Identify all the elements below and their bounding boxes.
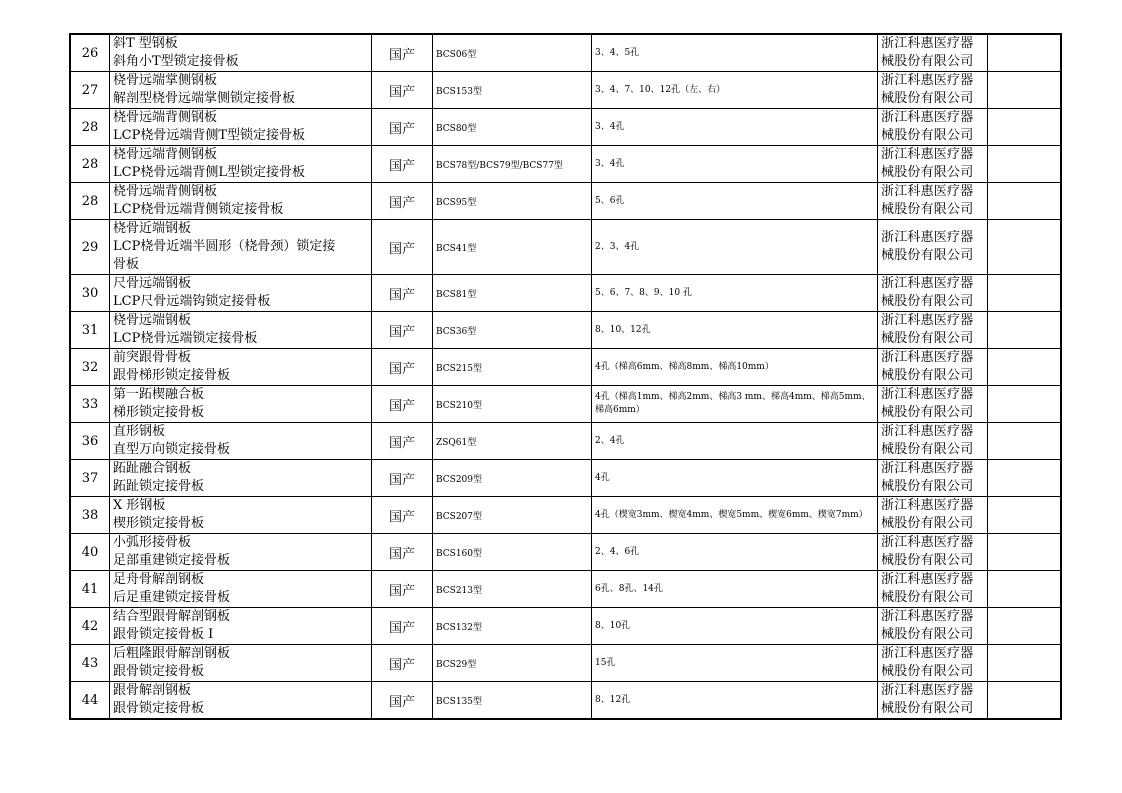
model: BCS132型 [436, 622, 483, 633]
blank-cell [988, 275, 1061, 312]
spec: 3、4、7、10、12孔（左、右） [595, 84, 726, 95]
product-name: 桡骨远端背侧钢板 [113, 184, 218, 199]
product-name-cell [110, 275, 372, 312]
product-name-cell [110, 146, 372, 183]
product-table [70, 34, 1061, 719]
spec-cell [592, 423, 878, 460]
product-name-cell [110, 497, 372, 534]
origin: 国产 [388, 361, 415, 377]
table-row [71, 645, 1061, 682]
model: BCS06型 [436, 49, 477, 60]
manufacturer-cell [878, 35, 988, 72]
spec-cell [592, 497, 878, 534]
product-name-cell [110, 72, 372, 109]
row-number-cell [71, 460, 110, 497]
spec-cell [592, 220, 878, 275]
manufacturer-line-1: 浙江科惠医疗器 [881, 387, 974, 402]
manufacturer-line-1: 浙江科惠医疗器 [881, 73, 974, 88]
manufacturer-cell [878, 571, 988, 608]
table-body [71, 35, 1061, 719]
manufacturer-line-1: 浙江科惠医疗器 [881, 350, 974, 365]
spec: 8、10、12孔 [595, 324, 651, 335]
product-name-cell [110, 423, 372, 460]
product-registered-name: LCP桡骨远端背侧T型锁定接骨板 [113, 128, 305, 143]
product-registered-name: 后足重建锁定接骨板 [113, 590, 231, 605]
blank-cell [988, 386, 1061, 423]
manufacturer-line-1: 浙江科惠医疗器 [881, 110, 974, 125]
spec-cell [592, 275, 878, 312]
model-cell [433, 312, 592, 349]
spec-cell [592, 460, 878, 497]
model: BCS80型 [436, 123, 477, 134]
product-registered-name: 跟骨锁定接骨板 [113, 664, 205, 679]
row-number-cell [71, 109, 110, 146]
product-name: 结合型跟骨解剖钢板 [113, 609, 231, 624]
product-name: 前突跟骨骨板 [113, 350, 192, 365]
product-name-cell [110, 312, 372, 349]
origin: 国产 [388, 398, 415, 414]
model-cell [433, 645, 592, 682]
manufacturer-cell [878, 608, 988, 645]
manufacturer-line-2: 械股份有限公司 [881, 405, 974, 420]
manufacturer-line-1: 浙江科惠医疗器 [881, 498, 974, 513]
manufacturer-line-2: 械股份有限公司 [881, 202, 974, 217]
row-number-cell [71, 682, 110, 719]
blank-cell [988, 35, 1061, 72]
product-name: 跟骨解剖钢板 [113, 683, 192, 698]
row-number-cell [71, 35, 110, 72]
product-registered-name: LCP桡骨远端背侧锁定接骨板 [113, 202, 284, 217]
manufacturer-line-2: 械股份有限公司 [881, 54, 974, 69]
row-number: 40 [81, 544, 99, 560]
row-number-cell [71, 423, 110, 460]
origin-cell [372, 571, 433, 608]
manufacturer-cell [878, 682, 988, 719]
manufacturer-line-2: 械股份有限公司 [881, 664, 974, 679]
product-registered-name: 解剖型桡骨远端掌侧锁定接骨板 [113, 91, 296, 106]
manufacturer-line-1: 浙江科惠医疗器 [881, 230, 974, 245]
origin-cell [372, 497, 433, 534]
origin-cell [372, 220, 433, 275]
origin: 国产 [388, 324, 415, 340]
manufacturer-line-1: 浙江科惠医疗器 [881, 147, 974, 162]
origin-cell [372, 109, 433, 146]
table-row [71, 146, 1061, 183]
model-cell [433, 460, 592, 497]
origin-cell [372, 312, 433, 349]
product-registered-name-cont: 骨板 [113, 257, 140, 272]
manufacturer-line-1: 浙江科惠医疗器 [881, 535, 974, 550]
spec: 6孔、8孔、14孔 [595, 583, 663, 594]
spec-cell [592, 183, 878, 220]
manufacturer-line-1: 浙江科惠医疗器 [881, 461, 974, 476]
manufacturer-cell [878, 534, 988, 571]
model: BCS210型 [436, 400, 483, 411]
model-cell [433, 423, 592, 460]
product-name-cell [110, 534, 372, 571]
row-number-cell [71, 146, 110, 183]
manufacturer-cell [878, 72, 988, 109]
manufacturer-line-2: 械股份有限公司 [881, 442, 974, 457]
table-row [71, 608, 1061, 645]
spec: 8、10孔 [595, 620, 631, 631]
product-name: X 形钢板 [113, 498, 166, 513]
origin: 国产 [388, 546, 415, 562]
model: BCS213型 [436, 585, 483, 596]
product-name-cell [110, 460, 372, 497]
row-number: 31 [81, 322, 99, 338]
manufacturer-cell [878, 109, 988, 146]
spec: 5、6孔 [595, 195, 625, 206]
manufacturer-cell [878, 146, 988, 183]
origin: 国产 [388, 435, 415, 451]
blank-cell [988, 146, 1061, 183]
model-cell [433, 146, 592, 183]
product-name-cell [110, 220, 372, 275]
product-registered-name: LCP尺骨远端钩锁定接骨板 [113, 294, 271, 309]
product-name-cell [110, 183, 372, 220]
manufacturer-line-2: 械股份有限公司 [881, 165, 974, 180]
manufacturer-cell [878, 312, 988, 349]
manufacturer-line-2: 械股份有限公司 [881, 516, 974, 531]
product-registered-name: 跟骨锁定接骨板 [113, 701, 205, 716]
model: ZSQ61型 [436, 437, 477, 448]
model: BCS160型 [436, 548, 483, 559]
product-name: 桡骨近端钢板 [113, 221, 192, 236]
spec-cell [592, 312, 878, 349]
product-name-cell [110, 608, 372, 645]
spec-cell [592, 608, 878, 645]
manufacturer-line-1: 浙江科惠医疗器 [881, 609, 974, 624]
manufacturer-line-1: 浙江科惠医疗器 [881, 184, 974, 199]
origin: 国产 [388, 47, 415, 63]
blank-cell [988, 460, 1061, 497]
product-registered-name: 直型万向锁定接骨板 [113, 442, 231, 457]
origin: 国产 [388, 657, 415, 673]
model-cell [433, 386, 592, 423]
table-row [71, 497, 1061, 534]
spec: 3、4孔 [595, 121, 625, 132]
manufacturer-line-2: 械股份有限公司 [881, 248, 974, 263]
manufacturer-line-2: 械股份有限公司 [881, 627, 974, 642]
model: BCS78型/BCS79型/BCS77型 [436, 160, 563, 171]
table-row [71, 460, 1061, 497]
model: BCS41型 [436, 243, 477, 254]
product-registered-name: 跟骨梯形锁定接骨板 [113, 368, 231, 383]
row-number: 42 [81, 618, 99, 634]
model: BCS81型 [436, 289, 477, 300]
manufacturer-cell [878, 386, 988, 423]
origin-cell [372, 608, 433, 645]
spec-cell [592, 571, 878, 608]
model-cell [433, 109, 592, 146]
origin-cell [372, 183, 433, 220]
model: BCS153型 [436, 86, 483, 97]
product-registered-name: LCP桡骨远端锁定接骨板 [113, 331, 258, 346]
spec: 2、3、4孔 [595, 241, 640, 252]
model: BCS95型 [436, 197, 477, 208]
origin: 国产 [388, 620, 415, 636]
origin-cell [372, 349, 433, 386]
model-cell [433, 534, 592, 571]
product-name: 后粗隆跟骨解剖钢板 [113, 646, 231, 661]
product-name: 桡骨远端掌侧钢板 [113, 73, 218, 88]
blank-cell [988, 220, 1061, 275]
spec-cell [592, 146, 878, 183]
spec-cell [592, 349, 878, 386]
origin: 国产 [388, 509, 415, 525]
origin: 国产 [388, 195, 415, 211]
spec-cell [592, 645, 878, 682]
model-cell [433, 497, 592, 534]
product-name: 第一跖楔融合板 [113, 387, 205, 402]
blank-cell [988, 497, 1061, 534]
spec-cell [592, 534, 878, 571]
manufacturer-line-2: 械股份有限公司 [881, 479, 974, 494]
blank-cell [988, 72, 1061, 109]
row-number: 29 [81, 239, 99, 255]
row-number: 28 [81, 119, 99, 135]
spec: 3、4孔 [595, 158, 625, 169]
manufacturer-cell [878, 220, 988, 275]
row-number: 33 [81, 396, 99, 412]
table-row [71, 109, 1061, 146]
table-row [71, 312, 1061, 349]
origin-cell [372, 682, 433, 719]
spec-cell [592, 72, 878, 109]
blank-cell [988, 571, 1061, 608]
product-registered-name: 足部重建锁定接骨板 [113, 553, 231, 568]
manufacturer-line-1: 浙江科惠医疗器 [881, 683, 974, 698]
origin-cell [372, 35, 433, 72]
row-number: 26 [81, 45, 99, 61]
table-row [71, 682, 1061, 719]
spec-cell [592, 109, 878, 146]
table-row [71, 423, 1061, 460]
manufacturer-cell [878, 275, 988, 312]
blank-cell [988, 682, 1061, 719]
model-cell [433, 35, 592, 72]
row-number: 37 [81, 470, 99, 486]
table-row [71, 183, 1061, 220]
row-number: 30 [81, 285, 99, 301]
origin-cell [372, 460, 433, 497]
row-number-cell [71, 220, 110, 275]
origin: 国产 [388, 583, 415, 599]
blank-cell [988, 423, 1061, 460]
row-number: 44 [81, 692, 99, 708]
row-number: 27 [81, 82, 99, 98]
origin-cell [372, 72, 433, 109]
origin: 国产 [388, 121, 415, 137]
origin: 国产 [388, 472, 415, 488]
origin: 国产 [388, 84, 415, 100]
product-name-cell [110, 349, 372, 386]
row-number-cell [71, 312, 110, 349]
row-number: 32 [81, 359, 99, 375]
table-row [71, 72, 1061, 109]
origin: 国产 [388, 694, 415, 710]
table-row [71, 534, 1061, 571]
product-registered-name: LCP桡骨近端半圆形（桡骨颈）锁定接 [113, 239, 336, 254]
spec: 2、4孔 [595, 435, 625, 446]
manufacturer-line-1: 浙江科惠医疗器 [881, 424, 974, 439]
manufacturer-line-2: 械股份有限公司 [881, 331, 974, 346]
table-row [71, 220, 1061, 275]
manufacturer-line-1: 浙江科惠医疗器 [881, 572, 974, 587]
product-registered-name: LCP桡骨远端背侧L型锁定接骨板 [113, 165, 305, 180]
product-name: 斜T 型钢板 [113, 36, 178, 51]
model: BCS207型 [436, 511, 483, 522]
manufacturer-line-2: 械股份有限公司 [881, 91, 974, 106]
product-name-cell [110, 109, 372, 146]
row-number-cell [71, 645, 110, 682]
blank-cell [988, 608, 1061, 645]
manufacturer-cell [878, 497, 988, 534]
manufacturer-line-1: 浙江科惠医疗器 [881, 36, 974, 51]
table-row [71, 35, 1061, 72]
product-name: 小弧形接骨板 [113, 535, 192, 550]
product-name-cell [110, 682, 372, 719]
row-number-cell [71, 275, 110, 312]
table-row [71, 275, 1061, 312]
model-cell [433, 682, 592, 719]
manufacturer-line-1: 浙江科惠医疗器 [881, 646, 974, 661]
row-number-cell [71, 72, 110, 109]
blank-cell [988, 109, 1061, 146]
model: BCS209型 [436, 474, 483, 485]
product-name-cell [110, 571, 372, 608]
origin-cell [372, 386, 433, 423]
origin-cell [372, 645, 433, 682]
manufacturer-line-1: 浙江科惠医疗器 [881, 276, 974, 291]
product-registered-name: 跟骨锁定接骨板 I [113, 627, 214, 642]
product-registered-name: 斜角小T型锁定接骨板 [113, 54, 239, 69]
manufacturer-line-2: 械股份有限公司 [881, 294, 974, 309]
manufacturer-line-2: 械股份有限公司 [881, 368, 974, 383]
product-name-cell [110, 35, 372, 72]
row-number: 43 [81, 655, 99, 671]
product-name: 尺骨远端钢板 [113, 276, 192, 291]
spec: 4孔（楔宽3mm、楔宽4mm、楔宽5mm、楔宽6mm、楔宽7mm） [595, 509, 868, 520]
row-number-cell [71, 349, 110, 386]
model-cell [433, 275, 592, 312]
row-number: 38 [81, 507, 99, 523]
row-number-cell [71, 183, 110, 220]
product-name: 跖趾融合钢板 [113, 461, 192, 476]
row-number-cell [71, 386, 110, 423]
product-name: 足舟骨解剖钢板 [113, 572, 205, 587]
origin-cell [372, 534, 433, 571]
manufacturer-cell [878, 460, 988, 497]
product-name-cell [110, 645, 372, 682]
spec: 2、4、6孔 [595, 546, 640, 557]
table-row [71, 349, 1061, 386]
manufacturer-line-2: 械股份有限公司 [881, 701, 974, 716]
spec-cell [592, 386, 878, 423]
model-cell [433, 183, 592, 220]
spec-cell [592, 35, 878, 72]
model: BCS135型 [436, 696, 483, 707]
origin-cell [372, 275, 433, 312]
manufacturer-cell [878, 645, 988, 682]
model-cell [433, 220, 592, 275]
blank-cell [988, 312, 1061, 349]
model-cell [433, 72, 592, 109]
manufacturer-line-2: 械股份有限公司 [881, 553, 974, 568]
origin: 国产 [388, 241, 415, 257]
manufacturer-line-2: 械股份有限公司 [881, 128, 974, 143]
row-number-cell [71, 608, 110, 645]
model: BCS36型 [436, 326, 477, 337]
row-number: 28 [81, 193, 99, 209]
origin: 国产 [388, 287, 415, 303]
product-name: 桡骨远端背侧钢板 [113, 147, 218, 162]
spec: 4孔 [595, 472, 610, 483]
blank-cell [988, 349, 1061, 386]
origin: 国产 [388, 158, 415, 174]
row-number: 28 [81, 156, 99, 172]
blank-cell [988, 534, 1061, 571]
product-name: 桡骨远端背侧钢板 [113, 110, 218, 125]
model-cell [433, 349, 592, 386]
spec: 3、4、5孔 [595, 47, 640, 58]
manufacturer-line-1: 浙江科惠医疗器 [881, 313, 974, 328]
model: BCS215型 [436, 363, 483, 374]
model-cell [433, 571, 592, 608]
product-name: 直形钢板 [113, 424, 166, 439]
manufacturer-line-2: 械股份有限公司 [881, 590, 974, 605]
manufacturer-cell [878, 349, 988, 386]
origin-cell [372, 146, 433, 183]
product-registered-name: 梯形锁定接骨板 [113, 405, 205, 420]
product-registered-name: 楔形锁定接骨板 [113, 516, 205, 531]
table-row [71, 571, 1061, 608]
spec: 4孔（梯高6mm、梯高8mm、梯高10mm） [595, 361, 774, 372]
row-number: 36 [81, 433, 99, 449]
spec: 5、6、7、8、9、10 孔 [595, 287, 692, 298]
model: BCS29型 [436, 659, 477, 670]
manufacturer-cell [878, 423, 988, 460]
row-number-cell [71, 534, 110, 571]
table-row [71, 386, 1061, 423]
product-registered-name: 跖趾锁定接骨板 [113, 479, 205, 494]
product-name-cell [110, 386, 372, 423]
spec: 15孔 [595, 657, 616, 668]
blank-cell [988, 183, 1061, 220]
spec: 8、12孔 [595, 694, 631, 705]
row-number-cell [71, 571, 110, 608]
origin-cell [372, 423, 433, 460]
row-number: 41 [81, 581, 99, 597]
spec-cell [592, 682, 878, 719]
row-number-cell [71, 497, 110, 534]
model-cell [433, 608, 592, 645]
manufacturer-cell [878, 183, 988, 220]
product-name: 桡骨远端钢板 [113, 313, 192, 328]
blank-cell [988, 645, 1061, 682]
spec: 4孔（梯高1mm、梯高2mm、梯高3 mm、梯高4mm、梯高5mm、梯高6mm） [595, 392, 871, 415]
